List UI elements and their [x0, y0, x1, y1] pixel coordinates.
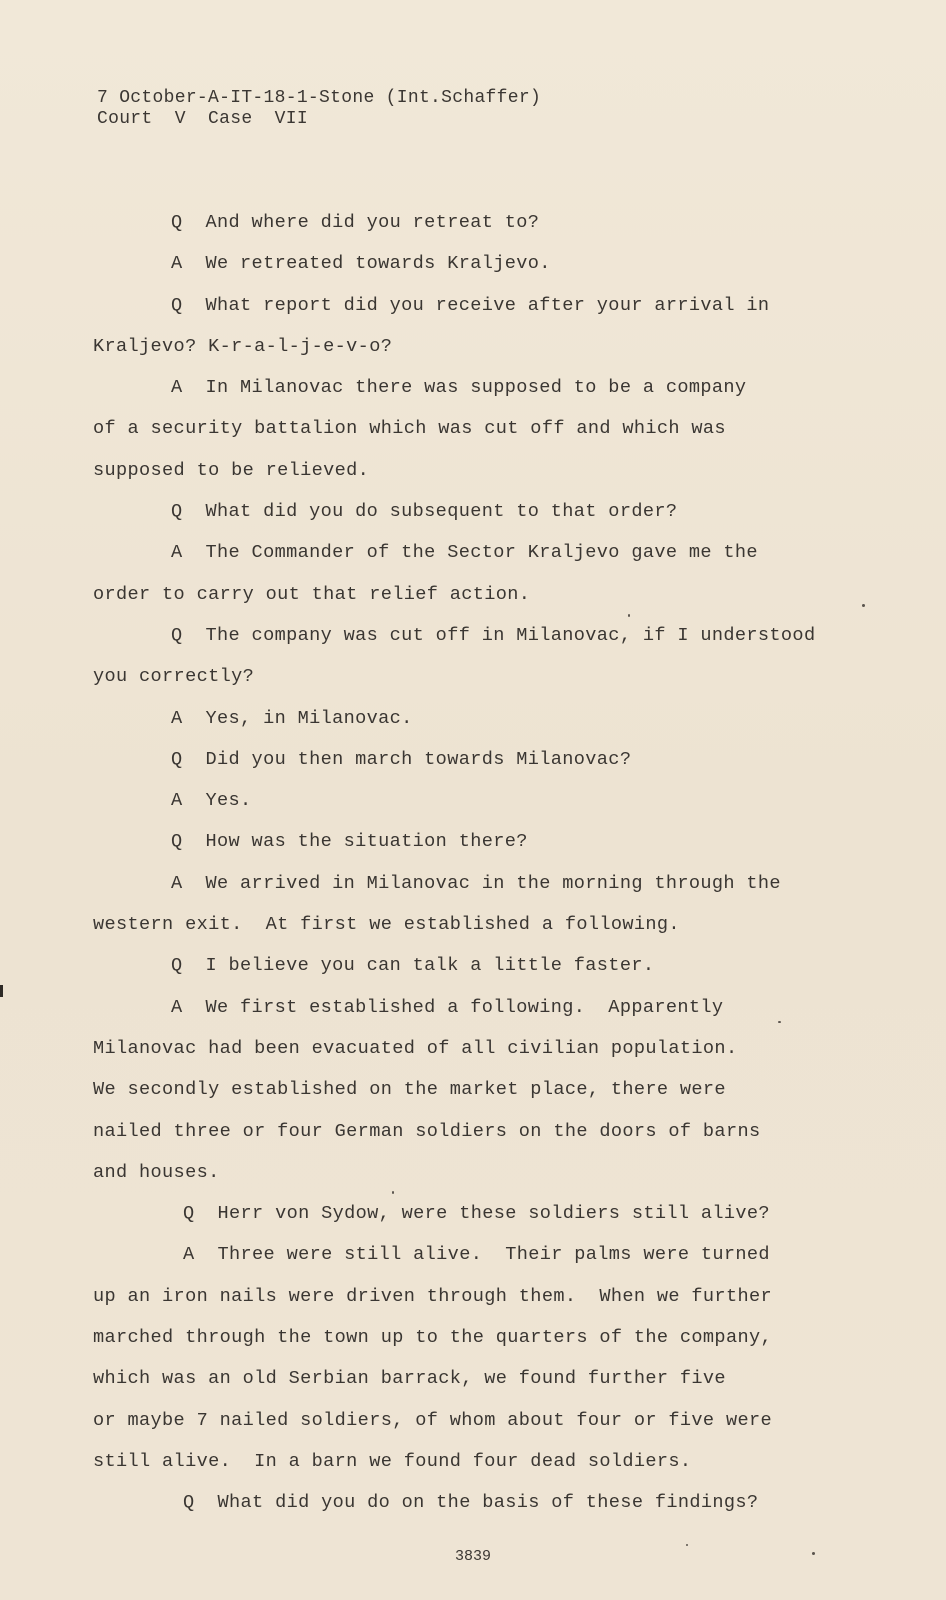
transcript-line-answer: A In Milanovac there was supposed to be a company — [171, 377, 747, 399]
transcript-line-answer: A The Commander of the Sector Kraljevo gave me the — [171, 542, 758, 564]
transcript-line-answer: A Three were still alive. Their palms were turned — [183, 1244, 770, 1266]
transcript-line-continuation: We secondly established on the market place, there were — [93, 1079, 726, 1101]
transcript-line-continuation: western exit. At first we established a following. — [93, 914, 680, 936]
transcript-line-continuation: of a security battalion which was cut off and which was — [93, 418, 726, 440]
transcript-line-question: Q How was the situation there? — [171, 831, 528, 853]
paper-speck — [392, 1191, 394, 1194]
transcript-line-continuation: which was an old Serbian barrack, we found further five — [93, 1368, 726, 1390]
transcript-line-answer: A We retreated towards Kraljevo. — [171, 253, 551, 275]
transcript-line-continuation: marched through the town up to the quarters of the company, — [93, 1327, 772, 1349]
transcript-line-question: Q And where did you retreat to? — [171, 212, 540, 233]
transcript-line-continuation: Kraljevo? K-r-a-l-j-e-v-o? — [93, 335, 393, 357]
transcript-line-continuation: or maybe 7 nailed soldiers, of whom about four or five were — [93, 1409, 772, 1431]
transcript-body — [93, 202, 873, 1524]
paper-speck — [686, 1544, 688, 1546]
transcript-line-continuation: order to carry out that relief action. — [93, 583, 531, 605]
transcript-line-question: Q What did you do on the basis of these findings? — [183, 1492, 759, 1514]
transcript-line-question: Q What report did you receive after your arrival in — [171, 294, 770, 316]
transcript-line-question: Q The company was cut off in Milanovac, if I understood — [171, 624, 816, 646]
transcript-line-answer: A We first established a following. Apparently — [171, 996, 724, 1018]
transcript-line-continuation: Milanovac had been evacuated of all civilian population. — [93, 1037, 738, 1059]
transcript-line-continuation: supposed to be relieved. — [93, 459, 370, 481]
transcript-line-question: Q I believe you can talk a little faster. — [171, 955, 655, 977]
binding-mark — [0, 985, 3, 997]
transcript-line-answer: A We arrived in Milanovac in the morning through the — [171, 872, 781, 894]
transcript-line-answer: A Yes, in Milanovac. — [171, 707, 413, 729]
paper-speck — [812, 1552, 815, 1555]
transcript-line-continuation: still alive. In a barn we found four dead soldiers. — [93, 1450, 692, 1472]
paper-speck — [778, 1021, 781, 1023]
transcript-line-continuation: you correctly? — [93, 666, 255, 688]
transcript-line-continuation: nailed three or four German soldiers on the doors of barns — [93, 1120, 761, 1142]
header-line-date-reporter: 7 October-A-IT-18-1-Stone (Int.Schaffer) — [97, 88, 542, 108]
page-number: 3839 — [454, 1548, 491, 1565]
header-line-court-case: Court V Case VII — [97, 109, 308, 129]
transcript-line-question: Q What did you do subsequent to that order? — [171, 501, 678, 523]
transcript-line-continuation: and houses. — [93, 1161, 220, 1183]
transcript-line-answer: A Yes. — [171, 790, 252, 812]
paper-speck — [628, 614, 630, 617]
document-header — [97, 88, 541, 130]
transcript-line-question: Q Did you then march towards Milanovac? — [171, 748, 632, 770]
transcript-line-question: Q Herr von Sydow, were these soldiers still alive? — [183, 1203, 770, 1225]
paper-speck — [862, 604, 865, 607]
transcript-line-continuation: up an iron nails were driven through them. When we further — [93, 1285, 772, 1307]
